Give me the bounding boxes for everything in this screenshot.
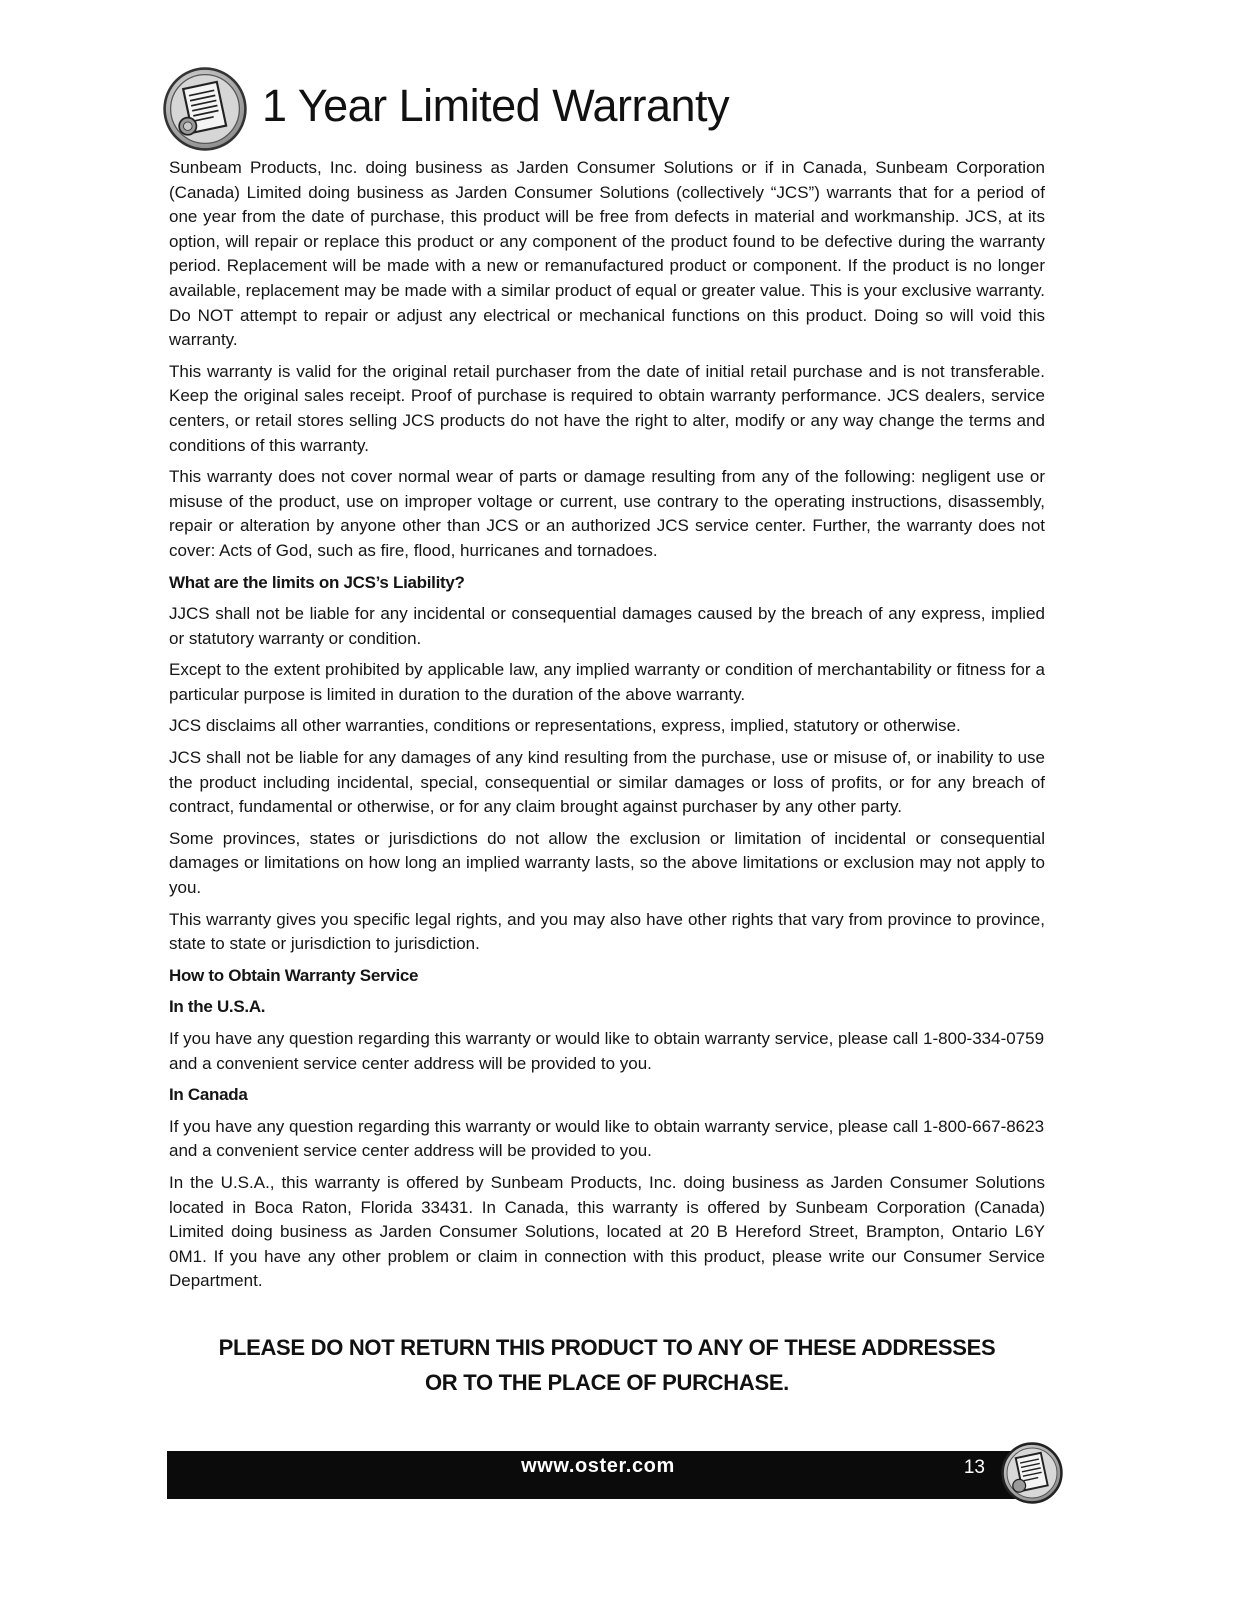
heading-canada: In Canada	[169, 1085, 248, 1105]
footer-bar	[167, 1451, 1029, 1499]
paragraph-legal-rights: This warranty gives you specific legal rights, and you may also have other rights that vary from province to province, state to state or jurisdiction to jurisdiction.	[169, 909, 1045, 954]
page-number: 13	[963, 1457, 985, 1478]
page-title: 1 Year Limited Warranty	[262, 80, 730, 131]
paragraph-liability-1: JJCS shall not be liable for any incidental or consequential damages caused by the breach of any express, implied or statutory warranty or condition.	[169, 604, 1045, 648]
return-notice	[169, 1330, 1045, 1400]
warranty-document-icon	[1000, 1441, 1064, 1505]
warranty-document-icon	[162, 66, 248, 152]
paragraph-usa-service: If you have any question regarding this warranty or would like to obtain warranty service, please call 1-800-334-0759 and a convenient service center address will be provided to you.	[169, 1029, 1045, 1073]
heading-liability-limits: What are the limits on JCS’s Liability?	[169, 572, 465, 592]
paragraph-jurisdictions: Some provinces, states or jurisdictions do not allow the exclusion or limitation of incidental or consequential damages or limitations on how long an implied warranty lasts, so the above limitations or exclusion may not apply to you.	[169, 828, 1045, 898]
return-notice-line-2: OR TO THE PLACE OF PURCHASE.	[425, 1370, 789, 1395]
paragraph-offered-by: In the U.S.A., this warranty is offered by Sunbeam Products, Inc. doing business as Jarden Consumer Solutions located in Boca Raton, Florida 33431. In Canada, this warranty is offered by Sunbeam Corporation (Canada) Limited doing business as Jarden Consumer Solutions, located at 20 B Hereford Street, Brampton, Ontario L6Y 0M1. If you have any other problem or claim in connection with this product, please write our Consumer Service Department.	[169, 1172, 1045, 1291]
paragraph-liability-3: JCS disclaims all other warranties, conditions or representations, express, implied, statutory or otherwise.	[169, 716, 961, 736]
paragraph-liability-2: Except to the extent prohibited by applicable law, any implied warranty or condition of merchantability or fitness for a particular purpose is limited in duration to the duration of the above warranty.	[169, 660, 1045, 704]
heading-obtain-service: How to Obtain Warranty Service	[169, 965, 419, 985]
paragraph-exclusions: This warranty does not cover normal wear of parts or damage resulting from any of the following: negligent use or misuse of the product, use on improper voltage or current, use contrary to the operating instructions, disassembly, repair or alteration by anyone other than JCS or an authorized JCS service center. Further, the warranty does not cover: Acts of God, such as fire, flood, hurricanes and tornadoes.	[169, 467, 1045, 560]
return-notice-line-1: PLEASE DO NOT RETURN THIS PRODUCT TO ANY OF THESE ADDRESSES	[218, 1335, 996, 1360]
page-header	[162, 62, 1062, 152]
paragraph-liability-4: JCS shall not be liable for any damages of any kind resulting from the purchase, use or misuse of, or inability to use the product including incidental, special, consequential or similar damages or loss of profits, or for any breach of contract, fundamental or otherwise, or for any claim brought against purchaser by any other party.	[169, 748, 1045, 817]
footer-website-link[interactable]: www.oster.com	[521, 1455, 675, 1477]
heading-usa: In the U.S.A.	[169, 997, 266, 1017]
paragraph-validity: This warranty is valid for the original retail purchaser from the date of initial retail purchase and is not transferable. Keep the original sales receipt. Proof of purchase is required to obtain warranty performance. JCS dealers, service centers, or retail stores selling JCS products do not have the right to alter, modify or any way change the terms and conditions of this warranty.	[169, 361, 1045, 455]
warranty-body	[169, 156, 1045, 1301]
paragraph-canada-service: If you have any question regarding this warranty or would like to obtain warranty service, please call 1-800-667-8623 and a convenient service center address will be provided to you.	[169, 1116, 1045, 1161]
paragraph-warranty-terms: Sunbeam Products, Inc. doing business as Jarden Consumer Solutions or if in Canada, Sunbeam Corporation (Canada) Limited doing business as Jarden Consumer Solutions (collectively “JCS”) warrants that for a period of one year from the date of purchase, this product will be free from defects in material and workmanship. JCS, at its option, will repair or replace this product or any component of the product found to be defective during the warranty period. Replacement will be made with a new or remanufactured product or component. If the product is no longer available, replacement may be made with a similar product of equal or greater value. This is your exclusive warranty. Do NOT attempt to repair or adjust any electrical or mechanical functions on this product. Doing so will void this warranty.	[169, 158, 1045, 350]
